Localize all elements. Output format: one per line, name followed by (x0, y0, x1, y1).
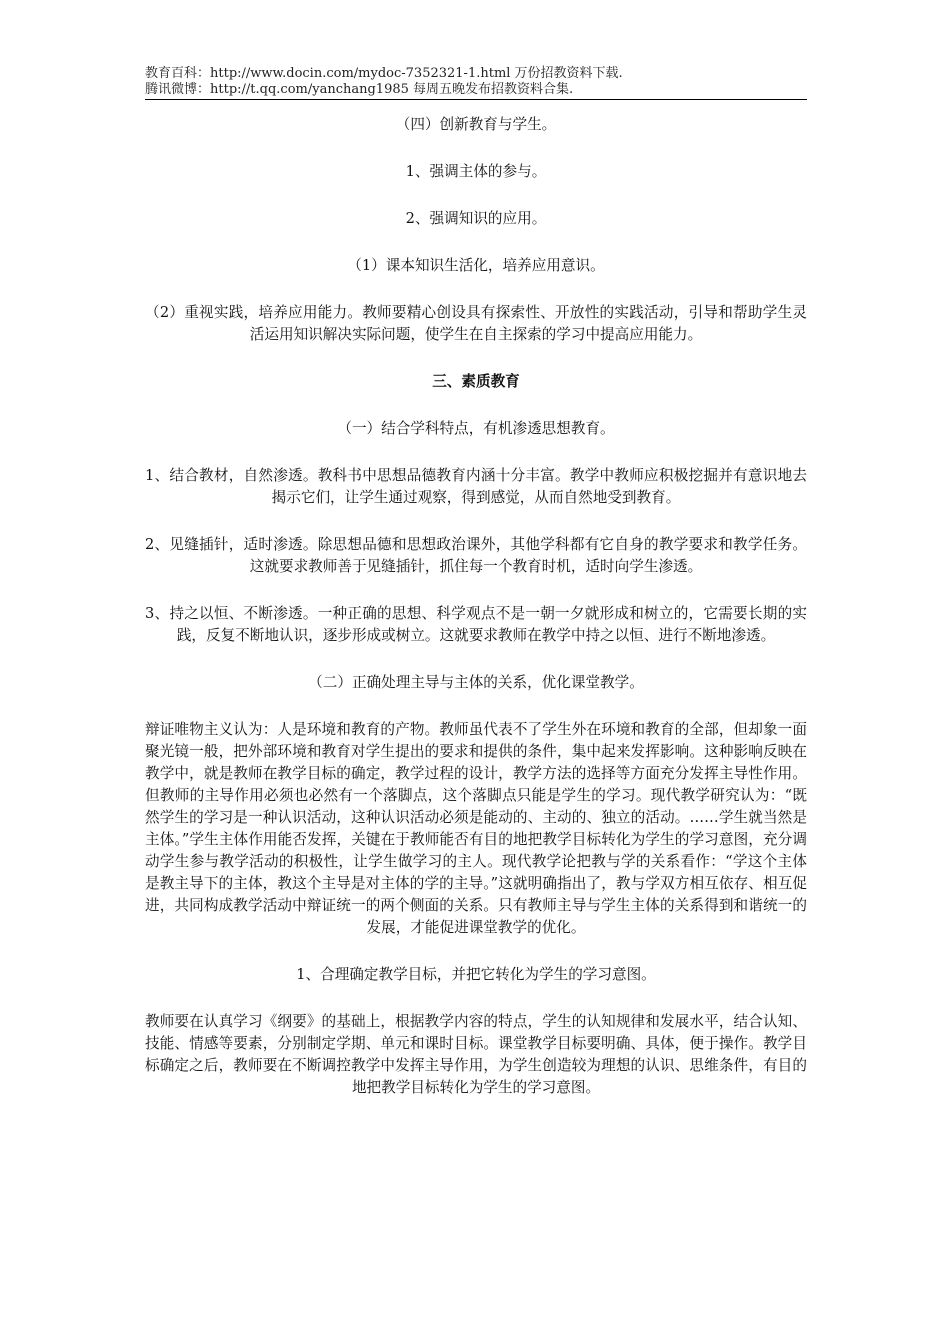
heading-innovation-education: （四）创新教育与学生。 (395, 116, 557, 133)
item-teaching-goals: 1、合理确定教学目标，并把它转化为学生的学习意图。 (296, 966, 656, 983)
document-body (145, 114, 807, 1099)
heading-leading-subject: （二）正确处理主导与主体的关系，优化课堂教学。 (308, 674, 644, 691)
section-title-quality-education: 三、素质教育 (432, 373, 520, 390)
heading-ideological-education: （一）结合学科特点，有机渗透思想教育。 (337, 420, 615, 437)
item-combine-textbook: 1、结合教材，自然渗透。教科书中思想品德教育内涵十分丰富。教学中教师应积极挖掘并有意识地去揭示它们，让学生通过观察，得到感觉，从而自然地受到教育。 (145, 467, 807, 506)
item-knowledge-application: 2、强调知识的应用。 (405, 210, 547, 227)
subitem-knowledge-life: （1）课本知识生活化，培养应用意识。 (347, 257, 605, 274)
item-subject-participation: 1、强调主体的参与。 (405, 163, 547, 180)
item-timely-infiltration: 2、见缝插针，适时渗透。除思想品德和思想政治课外，其他学科都有它自身的教学要求和教学任务。这就要求教师善于见缝插针，抓住每一个教育时机，适时向学生渗透。 (145, 536, 807, 575)
header-line-weibo: 腾讯微博：http://t.qq.com/yanchang1985 每周五晚发布招教资料合集. (145, 82, 574, 97)
page-header (145, 66, 807, 100)
document-page (145, 66, 807, 1124)
subitem-practice: （2）重视实践，培养应用能力。教师要精心创设具有探索性、开放性的实践活动，引导和帮助学生灵活运用知识解决实际问题，使学生在自主探索的学习中提高应用能力。 (145, 304, 807, 343)
paragraph-teaching-goals-detail: 教师要在认真学习《纲要》的基础上，根据教学内容的特点，学生的认知规律和发展水平，结合认知、技能、情感等要素，分别制定学期、单元和课时目标。课堂教学目标要明确、具体，便于操作。教学目标确定之后，教师要在不断调控教学中发挥主导作用，为学生创造较为理想的认识、思维条件，有目的地把教学目标转化为学生的学习意图。 (145, 1013, 807, 1096)
paragraph-dialectical-materialism: 辩证唯物主义认为：人是环境和教育的产物。教师虽代表不了学生外在环境和教育的全部，但却象一面聚光镜一般，把外部环境和教育对学生提出的要求和提供的条件，集中起来发挥影响。这种影响反映在教学中，就是教师在教学目标的确定，教学过程的设计，教学方法的选择等方面充分发挥主导性作用。但教师的主导作用必须也必然有一个落脚点，这个落脚点只能是学生的学习。现代教学研究认为：“既然学生的学习是一种认识活动，这种认识活动必须是能动的、主动的、独立的活动。……学生就当然是主体。”学生主体作用能否发挥，关键在于教师能否有目的地把教学目标转化为学生的学习意图，充分调动学生参与教学活动的积极性，让学生做学习的主人。现代教学论把教与学的关系看作：“学这个主体是教主导下的主体，教这个主导是对主体的学的主导。”这就明确指出了，教与学双方相互依存、相互促进，共同构成教学活动中辩证统一的两个侧面的关系。只有教师主导与学生主体的关系得到和谐统一的发展，才能促进课堂教学的优化。 (145, 721, 807, 936)
item-persistent-infiltration: 3、持之以恒、不断渗透。一种正确的思想、科学观点不是一朝一夕就形成和树立的，它需要长期的实践，反复不断地认识，逐步形成或树立。这就要求教师在教学中持之以恒、进行不断地渗透。 (145, 605, 807, 644)
header-line-encyclopedia: 教育百科：http://www.docin.com/mydoc-7352321-1.html 万份招教资料下载. (145, 66, 623, 81)
